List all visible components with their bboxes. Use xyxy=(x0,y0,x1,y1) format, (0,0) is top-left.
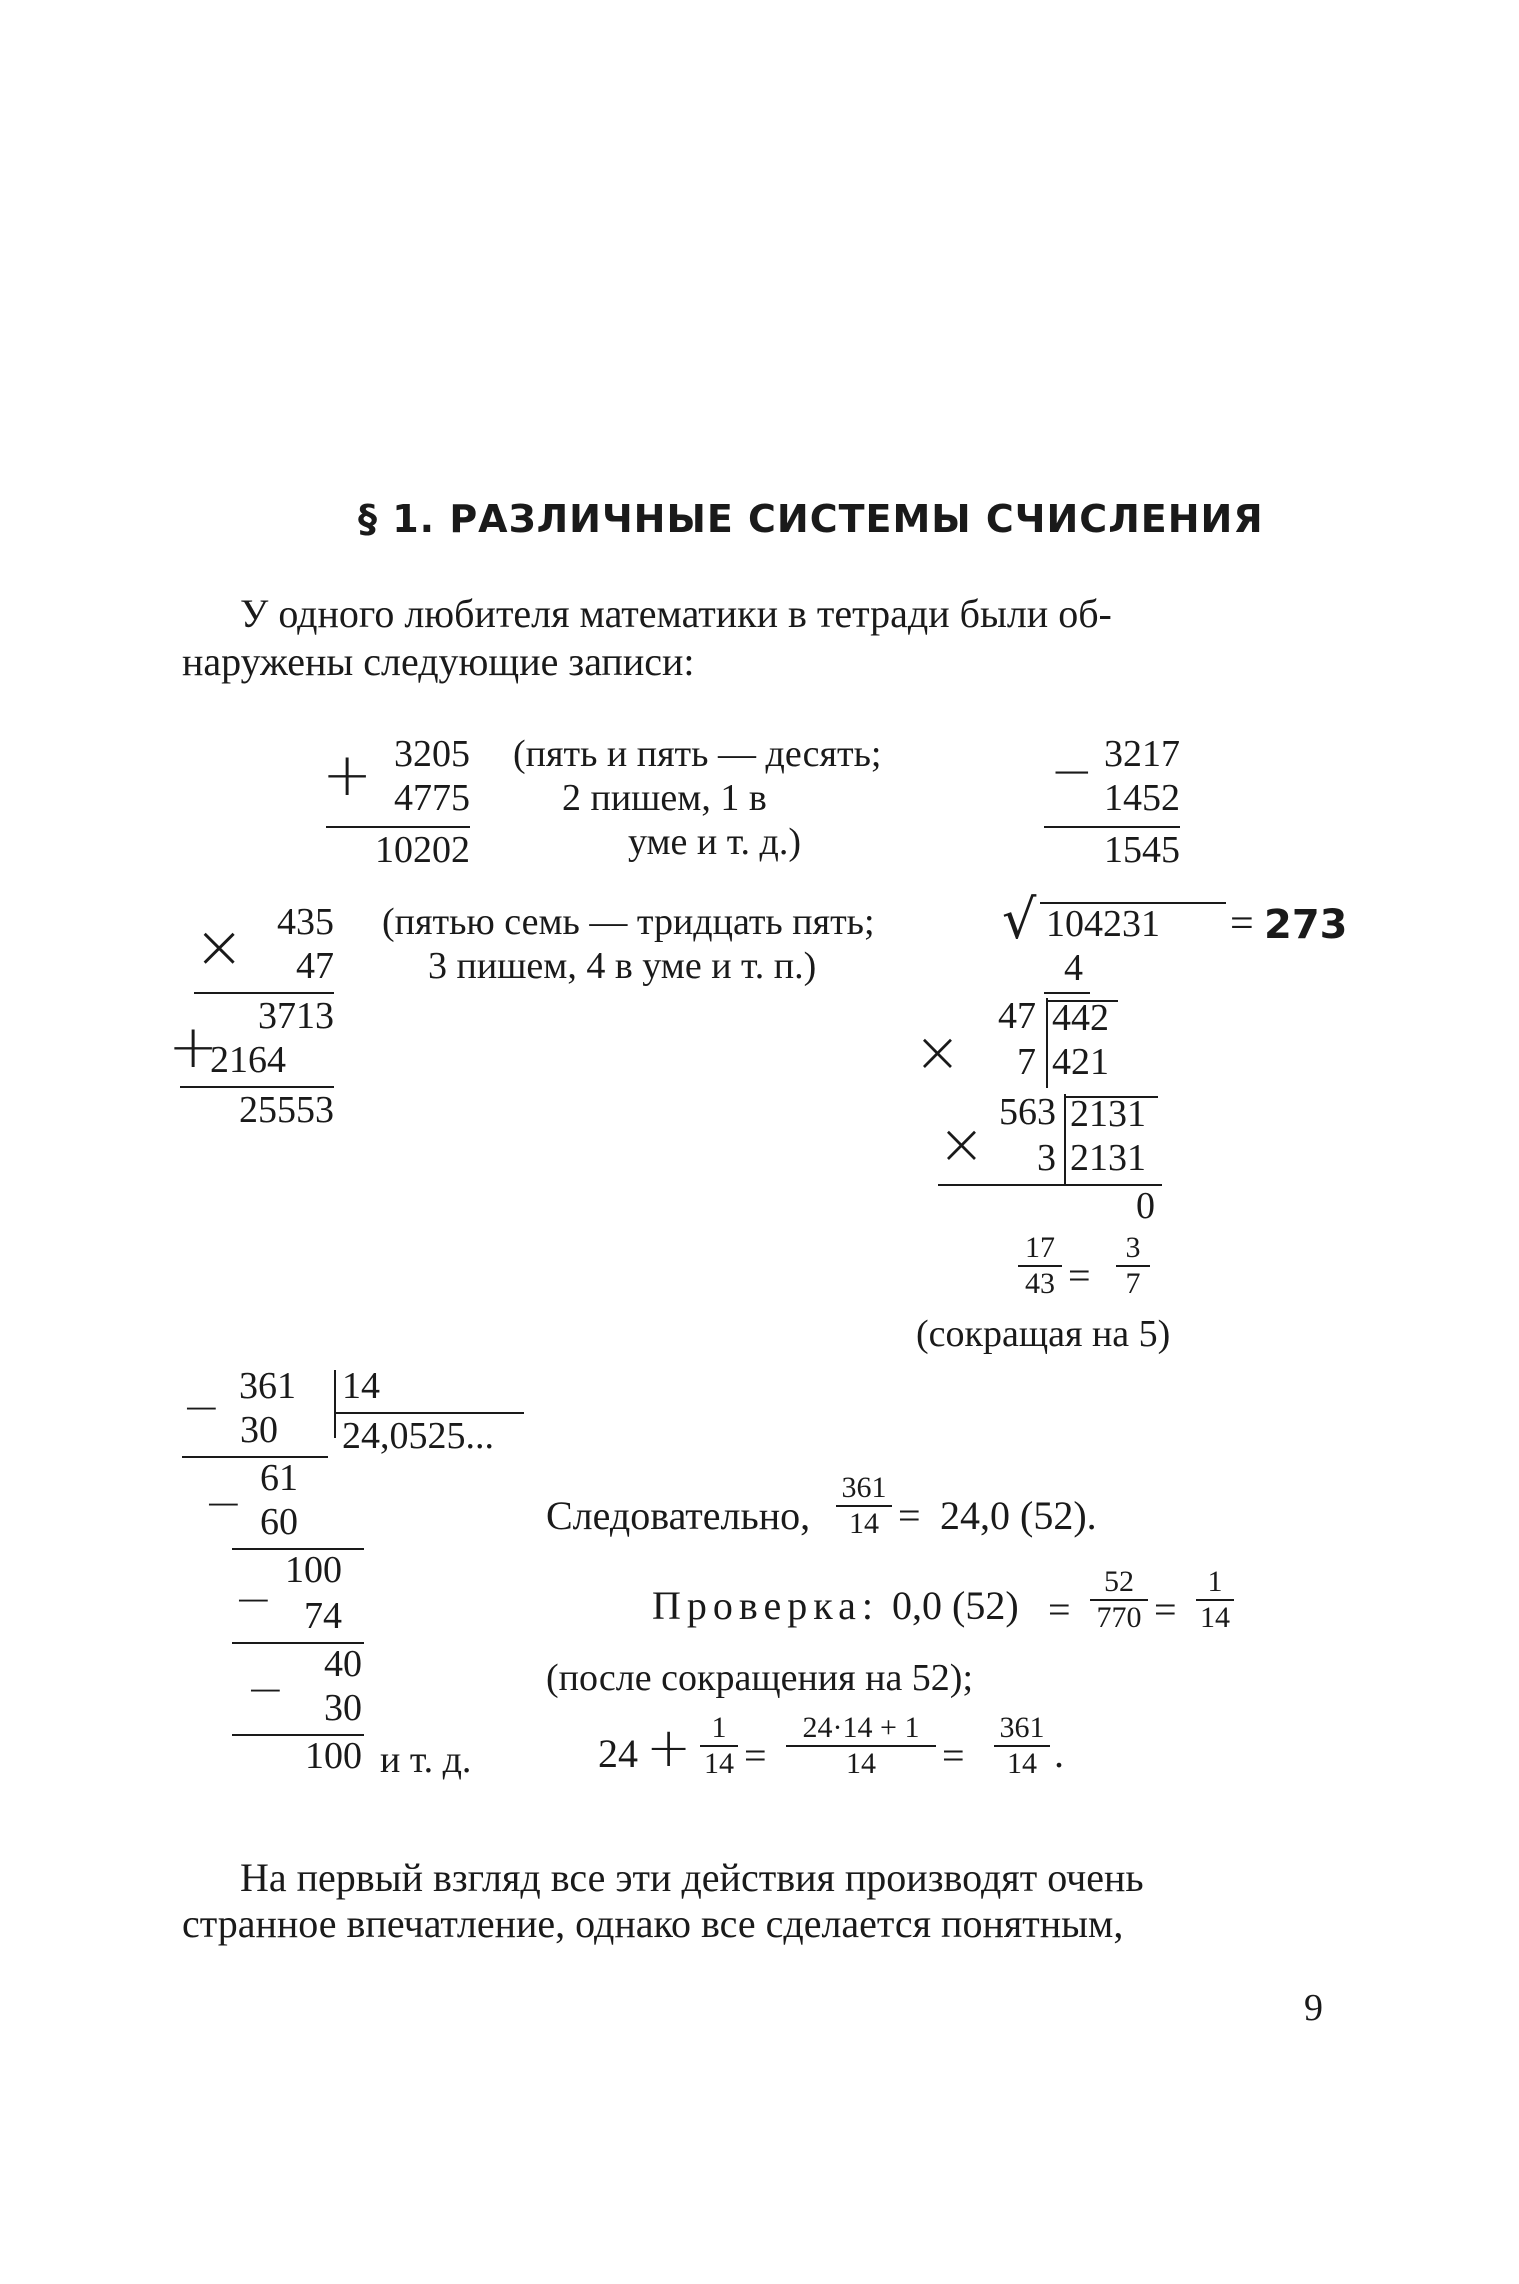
minuend: 3217 xyxy=(1104,733,1180,775)
subtrahend: 1452 xyxy=(1104,777,1180,819)
minus-2: − xyxy=(204,1476,243,1530)
root-row3-right: 2131 xyxy=(1070,1093,1146,1135)
root-row4-right: 2131 xyxy=(1070,1137,1146,1179)
fraction-52-770: 52 770 xyxy=(1090,1566,1148,1634)
quotient: 24,0525... xyxy=(342,1415,494,1457)
conclusion-value: 24,0 (52). xyxy=(940,1493,1097,1538)
fraction-1-14: 1 14 xyxy=(1196,1566,1234,1634)
times-sign-root-1: × xyxy=(914,1020,961,1085)
step-61: 61 xyxy=(260,1457,298,1499)
root-first-digit: 4 xyxy=(1064,947,1083,989)
sum-result: 10202 xyxy=(375,829,470,871)
conclusion-prefix: Следовательно, xyxy=(546,1493,811,1538)
dividend: 361 xyxy=(239,1365,296,1407)
final-plus: + xyxy=(646,1716,692,1779)
section-heading: § 1. РАЗЛИЧНЫЕ СИСТЕМЫ СЧИСЛЕНИЯ xyxy=(358,497,1264,541)
final-equals-1: = xyxy=(744,1733,767,1778)
check-note: (после сокращения на 52); xyxy=(546,1657,974,1699)
root-divider-2 xyxy=(1064,1094,1066,1186)
times-sign: × xyxy=(194,912,245,982)
check-equals-1: = xyxy=(1048,1587,1071,1632)
addition-note-1: (пять и пять — десять; xyxy=(513,733,882,775)
step-100b: 100 xyxy=(305,1735,362,1777)
final-24: 24 xyxy=(598,1731,638,1776)
addend-2: 4775 xyxy=(394,777,470,819)
step-60: 60 xyxy=(260,1501,298,1543)
minus-sign: − xyxy=(1050,742,1094,802)
partial-product-2: 2164 xyxy=(210,1039,286,1081)
product-result: 25553 xyxy=(239,1089,334,1131)
root-row1-right: 442 xyxy=(1052,997,1109,1039)
addition-note-2: 2 пишем, 1 в xyxy=(562,777,767,819)
divisor: 14 xyxy=(342,1365,380,1407)
minus-1: − xyxy=(182,1380,221,1434)
fraction-expression: 24·14 + 1 14 xyxy=(786,1712,936,1780)
reduction-note: (сокращая на 5) xyxy=(916,1313,1171,1355)
check-label: Проверка: xyxy=(652,1583,879,1628)
division-bracket xyxy=(334,1370,336,1438)
division-tail: и т. д. xyxy=(380,1739,472,1781)
reduction-equals: = xyxy=(1068,1253,1091,1298)
multiplication-note-2: 3 пишем, 4 в уме и т. п.) xyxy=(428,945,817,987)
minus-4: − xyxy=(246,1662,285,1716)
root-row1-left: 47 xyxy=(998,995,1036,1037)
plus-sign: + xyxy=(322,740,373,810)
addition-note-3: уме и т. д.) xyxy=(628,821,801,863)
outro-line-2: странное впечатление, однако все сделается понятным, xyxy=(182,1901,1124,1946)
check-lhs: 0,0 (52) xyxy=(892,1583,1019,1628)
intro-line-2: наружены следующие записи: xyxy=(182,639,695,684)
radicand: 104231 xyxy=(1046,903,1160,945)
page-number: 9 xyxy=(1304,1987,1323,2029)
addend-1: 3205 xyxy=(394,733,470,775)
times-sign-root-2: × xyxy=(938,1112,985,1177)
factor-1: 435 xyxy=(277,901,334,943)
fraction-3-7: 3 7 xyxy=(1116,1232,1150,1300)
root-row3-left: 563 xyxy=(999,1091,1056,1133)
step-74: 74 xyxy=(304,1595,342,1637)
fraction-1-14-b: 1 14 xyxy=(700,1712,738,1780)
outro-line-1: На первый взгляд все эти действия производят очень xyxy=(240,1855,1144,1900)
root-equals: = xyxy=(1230,901,1254,947)
step-30: 30 xyxy=(240,1409,278,1451)
final-period: . xyxy=(1054,1731,1064,1776)
multiplication-note-1: (пятью семь — тридцать пять; xyxy=(382,901,875,943)
factor-2: 47 xyxy=(296,945,334,987)
root-divider-1 xyxy=(1046,998,1048,1088)
step-30b: 30 xyxy=(324,1687,362,1729)
radical-sign: √ xyxy=(1002,888,1037,951)
step-100: 100 xyxy=(285,1549,342,1591)
root-remainder: 0 xyxy=(1136,1185,1155,1227)
partial-product-1: 3713 xyxy=(258,995,334,1037)
root-answer: 273 xyxy=(1264,902,1348,948)
fraction-361-14: 361 14 xyxy=(836,1472,892,1540)
difference-result: 1545 xyxy=(1104,829,1180,871)
conclusion-equals: = xyxy=(898,1493,921,1538)
plus-sign-partial: + xyxy=(168,1012,219,1082)
root-line-1 xyxy=(1044,992,1090,994)
root-row4-left: 3 xyxy=(1037,1137,1056,1179)
root-row2-left: 7 xyxy=(1017,1041,1036,1083)
check-equals-2: = xyxy=(1154,1587,1177,1632)
fraction-361-14-b: 361 14 xyxy=(994,1712,1050,1780)
final-equals-2: = xyxy=(942,1733,965,1778)
fraction-17-43: 17 43 xyxy=(1018,1232,1062,1300)
step-40: 40 xyxy=(324,1643,362,1685)
root-row2-right: 421 xyxy=(1052,1041,1109,1083)
intro-line-1: У одного любителя математики в тетради были об- xyxy=(240,591,1112,636)
root-line-final xyxy=(938,1184,1162,1186)
minus-3: − xyxy=(234,1572,273,1626)
